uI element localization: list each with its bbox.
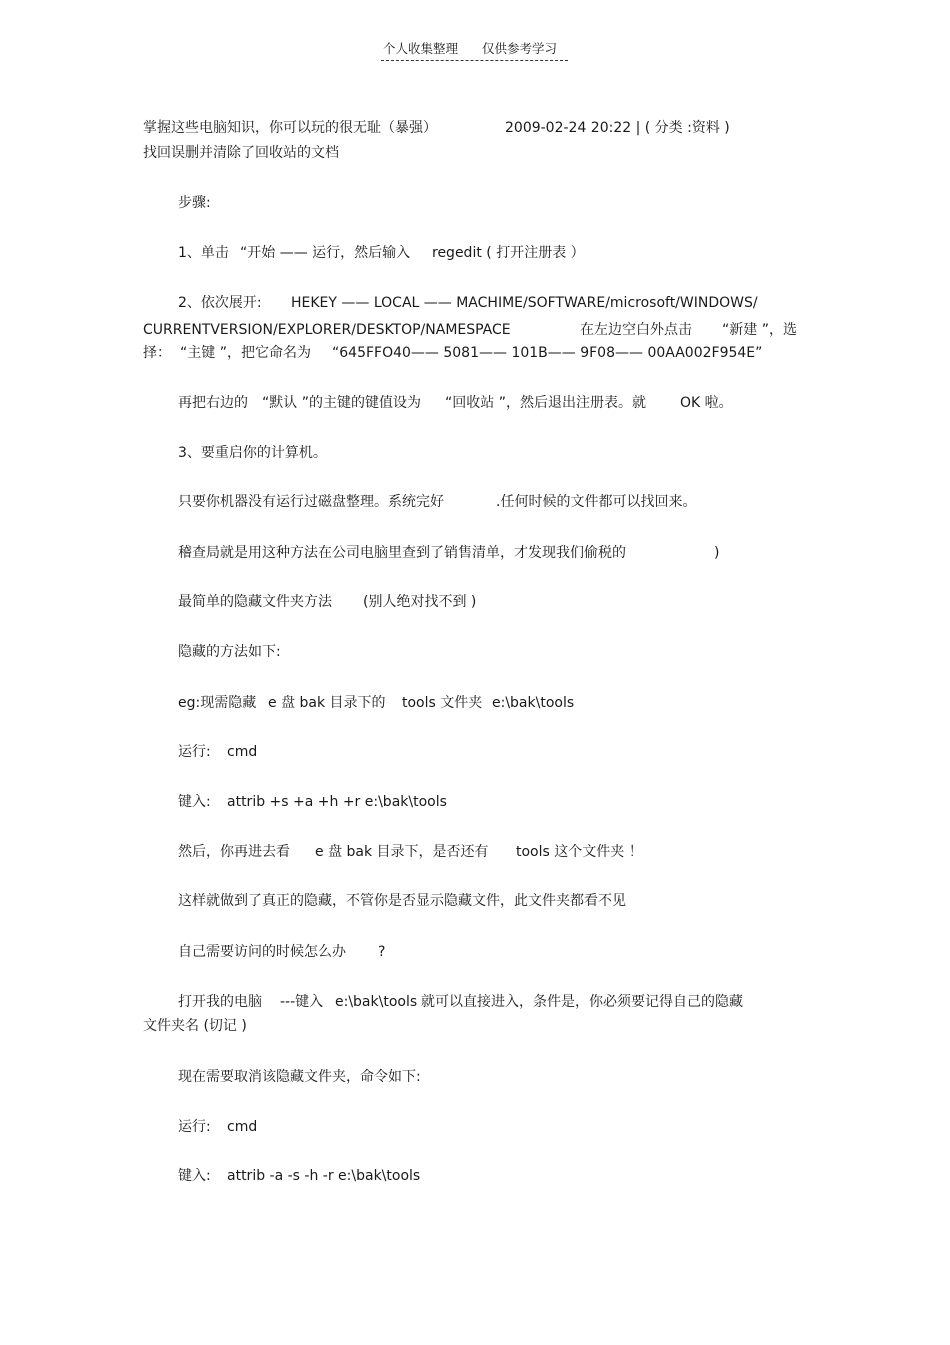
step3: 3、要重启你的计算机。 [178, 445, 327, 461]
input1-value: attrib +s +a +h +r e:\bak\tools [227, 794, 447, 810]
steps-label: 步骤: [178, 195, 211, 211]
access-line1-a: 打开我的电脑 [178, 994, 262, 1010]
question-a: 自己需要访问的时候怎么办 [178, 944, 346, 960]
input2-value: attrib -a -s -h -r e:\bak\tools [227, 1168, 421, 1184]
note1-b: .任何时候的文件都可以找回来。 [496, 494, 697, 510]
access-line1-c: e:\bak\tools [335, 994, 418, 1010]
example-d: e:\bak\tools [492, 695, 575, 711]
step2-line3-a: 择： [143, 345, 171, 361]
run2-value: cmd [227, 1119, 258, 1135]
example-c: tools 文件夹 [402, 695, 483, 711]
step2-line2-b: 在左边空白外点击 [580, 322, 692, 338]
step2-line3-b: “主键 ”，把它命名为 [180, 345, 311, 361]
step2-after-c: “回收站 ”，然后退出注册表。就 [445, 395, 646, 411]
article-meta: 2009-02-24 20:22 | ( 分类 :资料 ) [505, 120, 730, 136]
step1-a: 1、单击 [178, 245, 229, 261]
access-line1-b: ---键入 [280, 994, 324, 1010]
input2-label: 键入: [178, 1168, 211, 1184]
step2-after-a: 再把右边的 [178, 395, 248, 411]
access-line1-d: 就可以直接进入，条件是，你必须要记得自己的隐藏 [421, 994, 743, 1010]
step1-c: regedit ( 打开注册表 ） [432, 245, 585, 261]
step2-line1-b: HEKEY —— LOCAL —— MACHIME/SOFTWARE/microsoft/WINDOWS/ [291, 295, 758, 311]
check-b: e 盘 bak 目录下，是否还有 [315, 844, 489, 860]
run1-value: cmd [227, 744, 258, 760]
section2-title-a: 最简单的隐藏文件夹方法 [178, 594, 332, 610]
example-b: e 盘 bak 目录下的 [268, 695, 386, 711]
note2-b: ) [714, 545, 720, 561]
question-b: ? [378, 944, 386, 960]
run1-label: 运行: [178, 744, 211, 760]
run2-label: 运行: [178, 1119, 211, 1135]
step2-after-d: OK 啦。 [680, 395, 733, 411]
page-header [381, 40, 568, 61]
input1-label: 键入: [178, 794, 211, 810]
step2-after-b: “默认 ”的主键的键值设为 [262, 395, 421, 411]
result: 这样就做到了真正的隐藏，不管你是否显示隐藏文件，此文件夹都看不见 [178, 893, 626, 909]
step1-b: “开始 —— 运行，然后输入 [240, 245, 411, 261]
note2-a: 稽查局就是用这种方法在公司电脑里查到了销售清单，才发现我们偷税的 [178, 545, 626, 561]
check-a: 然后，你再进去看 [178, 844, 290, 860]
header-right: 仅供参考学习 [482, 41, 558, 56]
step2-line1-a: 2、依次展开: [178, 295, 262, 311]
article-subtitle: 找回误删并清除了回收站的文档 [143, 145, 339, 161]
step2-line2-a: CURRENTVERSION/EXPLORER/DESKTOP/NAMESPACE [143, 322, 511, 338]
section2-title-b: (别人绝对找不到 ) [363, 594, 477, 610]
example-a: eg:现需隐藏 [178, 695, 257, 711]
note1-a: 只要你机器没有运行过磁盘整理。系统完好 [178, 494, 444, 510]
step2-line3-c: “645FFO40—— 5081—— 101B—— 9F08—— 00AA002F954E” [332, 345, 763, 361]
check-c: tools 这个文件夹 ！ [516, 844, 643, 860]
access-line2: 文件夹名 (切记 ) [143, 1018, 247, 1034]
header-left: 个人收集整理 [383, 41, 459, 56]
cancel-text: 现在需要取消该隐藏文件夹，命令如下: [178, 1069, 421, 1085]
article-title: 掌握这些电脑知识，你可以玩的很无耻（暴强） [143, 120, 437, 136]
step2-line2-c: “新建 ”，选 [722, 322, 797, 338]
hide-method: 隐藏的方法如下: [178, 644, 281, 660]
